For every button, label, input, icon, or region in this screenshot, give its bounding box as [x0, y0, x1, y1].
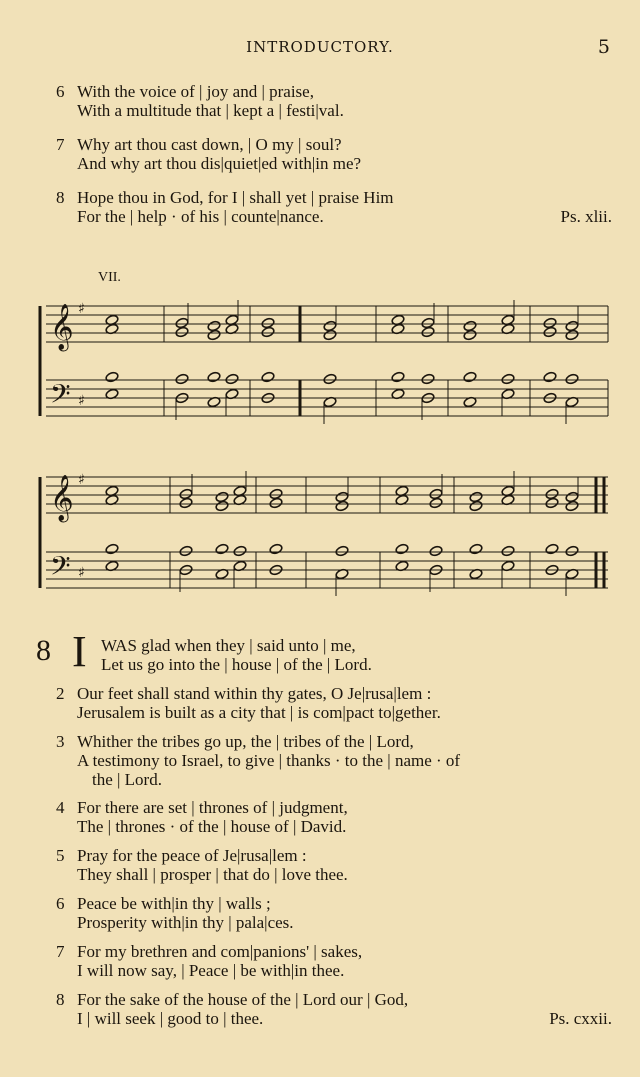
note-head — [179, 545, 193, 557]
verse-number: 2 — [56, 684, 65, 703]
note-head — [463, 329, 477, 341]
note-head — [565, 500, 579, 512]
note-head — [233, 545, 247, 557]
sharp-icon: ♯ — [78, 565, 85, 581]
note-head — [335, 545, 349, 557]
verse-line: They shall | prosper | that do | love thee. — [77, 865, 348, 884]
note-head — [269, 543, 283, 555]
sharp-icon: ♯ — [78, 393, 85, 409]
note-head — [323, 373, 337, 385]
verse-line: I will now say, | Peace | be with|in thee. — [77, 961, 345, 980]
verse-line — [56, 1009, 612, 1028]
note-head — [543, 371, 557, 383]
note-head — [421, 373, 435, 385]
bass-clef-icon: 𝄢 — [50, 378, 71, 416]
note-head — [463, 371, 477, 383]
verse-line-text: For the | help · of his | counte|nance. — [77, 207, 324, 226]
note-head — [545, 543, 559, 555]
verse-line: A testimony to Israel, to give | thanks · to the | name · of — [77, 751, 461, 770]
note-head — [469, 543, 483, 555]
note-head — [207, 371, 221, 383]
verse-line: Pray for the peace of Je|rusa|lem : — [77, 846, 307, 865]
verse-number: 7 — [56, 942, 65, 961]
tune-label: VII. — [98, 270, 121, 285]
verse-number: 7 — [56, 135, 65, 154]
page-number: 5 — [597, 36, 610, 58]
note-head — [335, 500, 349, 512]
treble-clef-icon: 𝄞 — [50, 304, 74, 350]
verse-number: 6 — [56, 894, 65, 913]
verse-line: Whither the tribes go up, the | tribes of the | Lord, — [77, 732, 414, 751]
verse-line-text: I | will seek | good to | thee. — [77, 1009, 264, 1028]
verse-number: 4 — [56, 798, 65, 817]
note-head — [395, 543, 409, 555]
psalm-reference: Ps. cxxii. — [549, 1009, 612, 1028]
note-head — [323, 329, 337, 341]
verse-4 — [56, 798, 612, 836]
verse-line: WAS glad when they | said unto | me, — [101, 636, 356, 655]
note-head — [565, 329, 579, 341]
note-head — [501, 545, 515, 557]
verse-8b — [56, 990, 612, 1028]
verse-line: For my brethren and com|panions' | sakes, — [77, 942, 363, 961]
note-head — [207, 329, 221, 341]
note-head — [225, 373, 239, 385]
bass-clef-icon: 𝄢 — [50, 550, 71, 588]
note-head — [565, 545, 579, 557]
note-head — [501, 373, 515, 385]
note-head — [391, 371, 405, 383]
verse-number: 3 — [56, 732, 65, 751]
psalm-reference: Ps. xlii. — [560, 207, 612, 226]
verse-line: With the voice of | joy and | praise, — [77, 82, 314, 101]
verse-6b — [56, 894, 612, 932]
note-head — [565, 373, 579, 385]
note-head — [179, 497, 193, 509]
verse-line: And why art thou dis|quiet|ed with|in me? — [77, 154, 362, 173]
sharp-icon: ♯ — [78, 301, 85, 317]
note-head — [261, 326, 275, 338]
verse-7b — [56, 942, 612, 980]
verse-number: 5 — [56, 846, 65, 865]
note-head — [215, 500, 229, 512]
verse-line: Why art thou cast down, | O my | soul? — [77, 135, 342, 154]
verse-1 — [80, 636, 612, 674]
note-head — [545, 497, 559, 509]
drop-cap: I — [72, 627, 87, 676]
verse-line: Our feet shall stand within thy gates, O Je|rusa|lem : — [77, 684, 432, 703]
verse-number: 8 — [56, 990, 65, 1009]
note-head — [261, 371, 275, 383]
verse-line: With a multitude that | kept a | festi|val. — [77, 101, 344, 120]
verse-line: Jerusalem is built as a city that | is com|pact to|gether. — [77, 703, 441, 722]
verse-2 — [56, 684, 612, 722]
note-head — [469, 500, 483, 512]
note-head — [175, 373, 189, 385]
note-head — [215, 543, 229, 555]
verse-3 — [56, 732, 612, 789]
psalm-number: 8 — [36, 634, 51, 667]
note-head — [175, 326, 189, 338]
verse-line: Peace be with|in thy | walls ; — [77, 894, 271, 913]
verse-line: the | Lord. — [92, 770, 162, 789]
running-head: INTRODUCTORY. — [246, 38, 394, 56]
sharp-icon: ♯ — [78, 472, 85, 488]
note-head — [105, 543, 119, 555]
note-head — [429, 497, 443, 509]
note-head — [543, 326, 557, 338]
note-head — [105, 371, 119, 383]
verse-number: 6 — [56, 82, 65, 101]
verse-line: For there are set | thrones of | judgment, — [77, 798, 348, 817]
note-head — [421, 326, 435, 338]
note-head — [269, 497, 283, 509]
verse-number: 8 — [56, 188, 65, 207]
note-head — [429, 545, 443, 557]
treble-clef-icon: 𝄞 — [50, 475, 74, 521]
verse-5 — [56, 846, 612, 884]
verse-line: The | thrones · of the | house of | David. — [77, 817, 347, 836]
verse-line: For the sake of the house of the | Lord our | God, — [77, 990, 409, 1009]
verse-line: Let us go into the | house | of the | Lord. — [101, 655, 372, 674]
verse-line: Prosperity with|in thy | pala|ces. — [77, 913, 294, 932]
staff-lines — [40, 306, 608, 588]
verse-line: Hope thou in God, for I | shall yet | praise Him — [77, 188, 394, 207]
